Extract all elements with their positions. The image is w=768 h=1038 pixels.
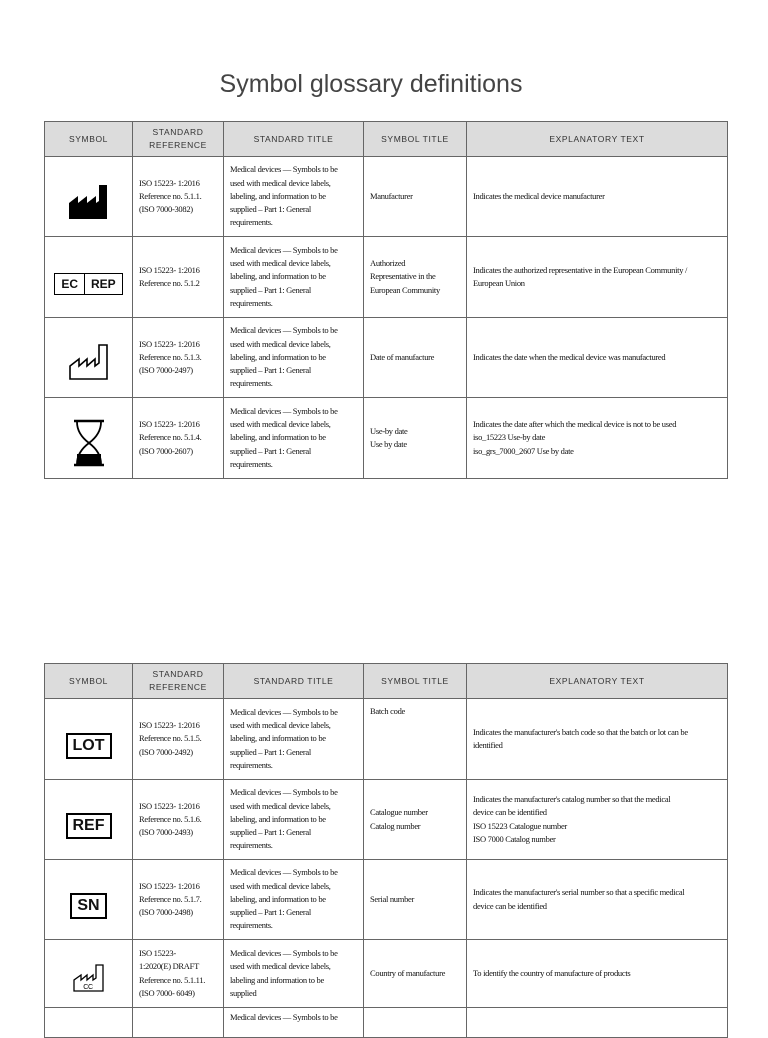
table-header-row <box>45 664 728 699</box>
symbol-cell <box>45 780 133 860</box>
standard-reference-cell: ISO 15223- 1:2016 Reference no. 5.1.1. (ISO 7000-3082) <box>133 157 224 237</box>
explanatory-text-cell <box>467 1008 728 1038</box>
symbol-title-cell: Use-by date Use by date <box>364 398 467 479</box>
standard-title-cell: Medical devices — Symbols to be <box>224 1008 364 1038</box>
explanatory-text-cell: Indicates the medical device manufacturer <box>467 157 728 237</box>
symbol-title-cell: Date of manufacture <box>364 318 467 398</box>
symbol-cell <box>45 940 133 1008</box>
symbol-title-cell: Serial number <box>364 860 467 940</box>
standard-reference-cell: ISO 15223- 1:2016 Reference no. 5.1.6. (ISO 7000-2493) <box>133 780 224 860</box>
symbol-glossary-table-1 <box>44 121 728 479</box>
country-of-manufacture-icon <box>71 962 107 994</box>
symbol-title-cell: Country of manufacture <box>364 940 467 1008</box>
standard-title-cell: Medical devices — Symbols to be used with medical device labels, labeling, and information to be supplied – Part 1: General requirements. <box>224 157 364 237</box>
standard-title-cell: Medical devices — Symbols to be used with medical device labels, labeling, and information to be supplied – Part 1: General requirements. <box>224 398 364 479</box>
explanatory-text-cell: Indicates the manufacturer's catalog number so that the medical device can be identified ISO 15223 Catalogue number ISO 7000 Catalog number <box>467 780 728 860</box>
standard-title-cell: Medical devices — Symbols to be used with medical device labels, labeling, and information to be supplied – Part 1: General requirements. <box>224 318 364 398</box>
standard-reference-cell: ISO 15223- 1:2016 Reference no. 5.1.3. (ISO 7000-2497) <box>133 318 224 398</box>
date-of-manufacture-icon <box>67 342 111 382</box>
lot-icon: LOT <box>66 733 112 759</box>
symbol-title-cell: Batch code <box>364 699 467 780</box>
ref-icon: REF <box>66 813 112 839</box>
column-header-symbol-title: SYMBOL TITLE <box>364 122 467 157</box>
standard-reference-cell <box>133 1008 224 1038</box>
sn-icon: SN <box>70 893 106 919</box>
explanatory-text-cell: To identify the country of manufacture of products <box>467 940 728 1008</box>
standard-title-cell: Medical devices — Symbols to be used with medical device labels, labeling, and information to be supplied – Part 1: General requirements. <box>224 237 364 318</box>
explanatory-text-cell: Indicates the date when the medical device was manufactured <box>467 318 728 398</box>
table-header-row <box>45 122 728 157</box>
table-row <box>45 699 728 780</box>
standard-title-cell: Medical devices — Symbols to be used with medical device labels, labeling, and information to be supplied – Part 1: General requirements. <box>224 699 364 780</box>
ec-rep-icon <box>54 273 122 295</box>
manufacturer-icon <box>67 181 111 221</box>
explanatory-text-cell: Indicates the date after which the medical device is not to be used iso_15223 Use-by date iso_grs_7000_2607 Use by date <box>467 398 728 479</box>
standard-reference-cell: ISO 15223- 1:2016 Reference no. 5.1.2 <box>133 237 224 318</box>
ec-label: EC <box>61 276 78 291</box>
table-row <box>45 157 728 237</box>
column-header-standard-title: STANDARD TITLE <box>224 122 364 157</box>
explanatory-text-cell: Indicates the manufacturer's batch code so that the batch or lot can be identified <box>467 699 728 780</box>
page-title: Symbol glossary definitions <box>219 70 523 98</box>
standard-reference-cell: ISO 15223- 1:2016 Reference no. 5.1.5. (ISO 7000-2492) <box>133 699 224 780</box>
column-header-symbol: SYMBOL <box>45 664 133 699</box>
standard-title-cell: Medical devices — Symbols to be used with medical device labels, labeling, and information to be supplied – Part 1: General requirements. <box>224 860 364 940</box>
table-row <box>45 860 728 940</box>
column-header-standard-reference: STANDARD REFERENCE <box>133 122 224 157</box>
symbol-title-cell: Manufacturer <box>364 157 467 237</box>
table-row <box>45 318 728 398</box>
symbol-title-cell: Catalogue number Catalog number <box>364 780 467 860</box>
column-header-explanatory-text: EXPLANATORY TEXT <box>467 664 728 699</box>
symbol-glossary-table-2 <box>44 663 728 1038</box>
symbol-cell <box>45 318 133 398</box>
column-header-standard-reference: STANDARD REFERENCE <box>133 664 224 699</box>
standard-title-cell: Medical devices — Symbols to be used with medical device labels, labeling and information to be supplied <box>224 940 364 1008</box>
symbol-title-cell: Authorized Representative in the European Community <box>364 237 467 318</box>
symbol-cell <box>45 237 133 318</box>
table-row <box>45 780 728 860</box>
table-row <box>45 1008 728 1038</box>
explanatory-text-cell: Indicates the authorized representative in the European Community / European Union <box>467 237 728 318</box>
standard-reference-cell: ISO 15223- 1:2016 Reference no. 5.1.7. (ISO 7000-2498) <box>133 860 224 940</box>
standard-reference-cell: ISO 15223- 1:2020(E) DRAFT Reference no. 5.1.11. (ISO 7000- 6049) <box>133 940 224 1008</box>
column-header-symbol: SYMBOL <box>45 122 133 157</box>
rep-label: REP <box>84 274 122 294</box>
hourglass-icon <box>72 418 106 468</box>
standard-reference-cell: ISO 15223- 1:2016 Reference no. 5.1.4. (ISO 7000-2607) <box>133 398 224 479</box>
symbol-cell <box>45 860 133 940</box>
table-row <box>45 398 728 479</box>
explanatory-text-cell: Indicates the manufacturer's serial number so that a specific medical device can be identified <box>467 860 728 940</box>
column-header-symbol-title: SYMBOL TITLE <box>364 664 467 699</box>
column-header-explanatory-text: EXPLANATORY TEXT <box>467 122 728 157</box>
standard-title-cell: Medical devices — Symbols to be used with medical device labels, labeling, and information to be supplied – Part 1: General requirements. <box>224 780 364 860</box>
cc-label: CC <box>82 984 93 991</box>
symbol-cell <box>45 398 133 479</box>
symbol-cell <box>45 157 133 237</box>
table-row <box>45 237 728 318</box>
symbol-cell <box>45 1008 133 1038</box>
column-header-standard-title: STANDARD TITLE <box>224 664 364 699</box>
table-row <box>45 940 728 1008</box>
symbol-title-cell <box>364 1008 467 1038</box>
symbol-cell <box>45 699 133 780</box>
